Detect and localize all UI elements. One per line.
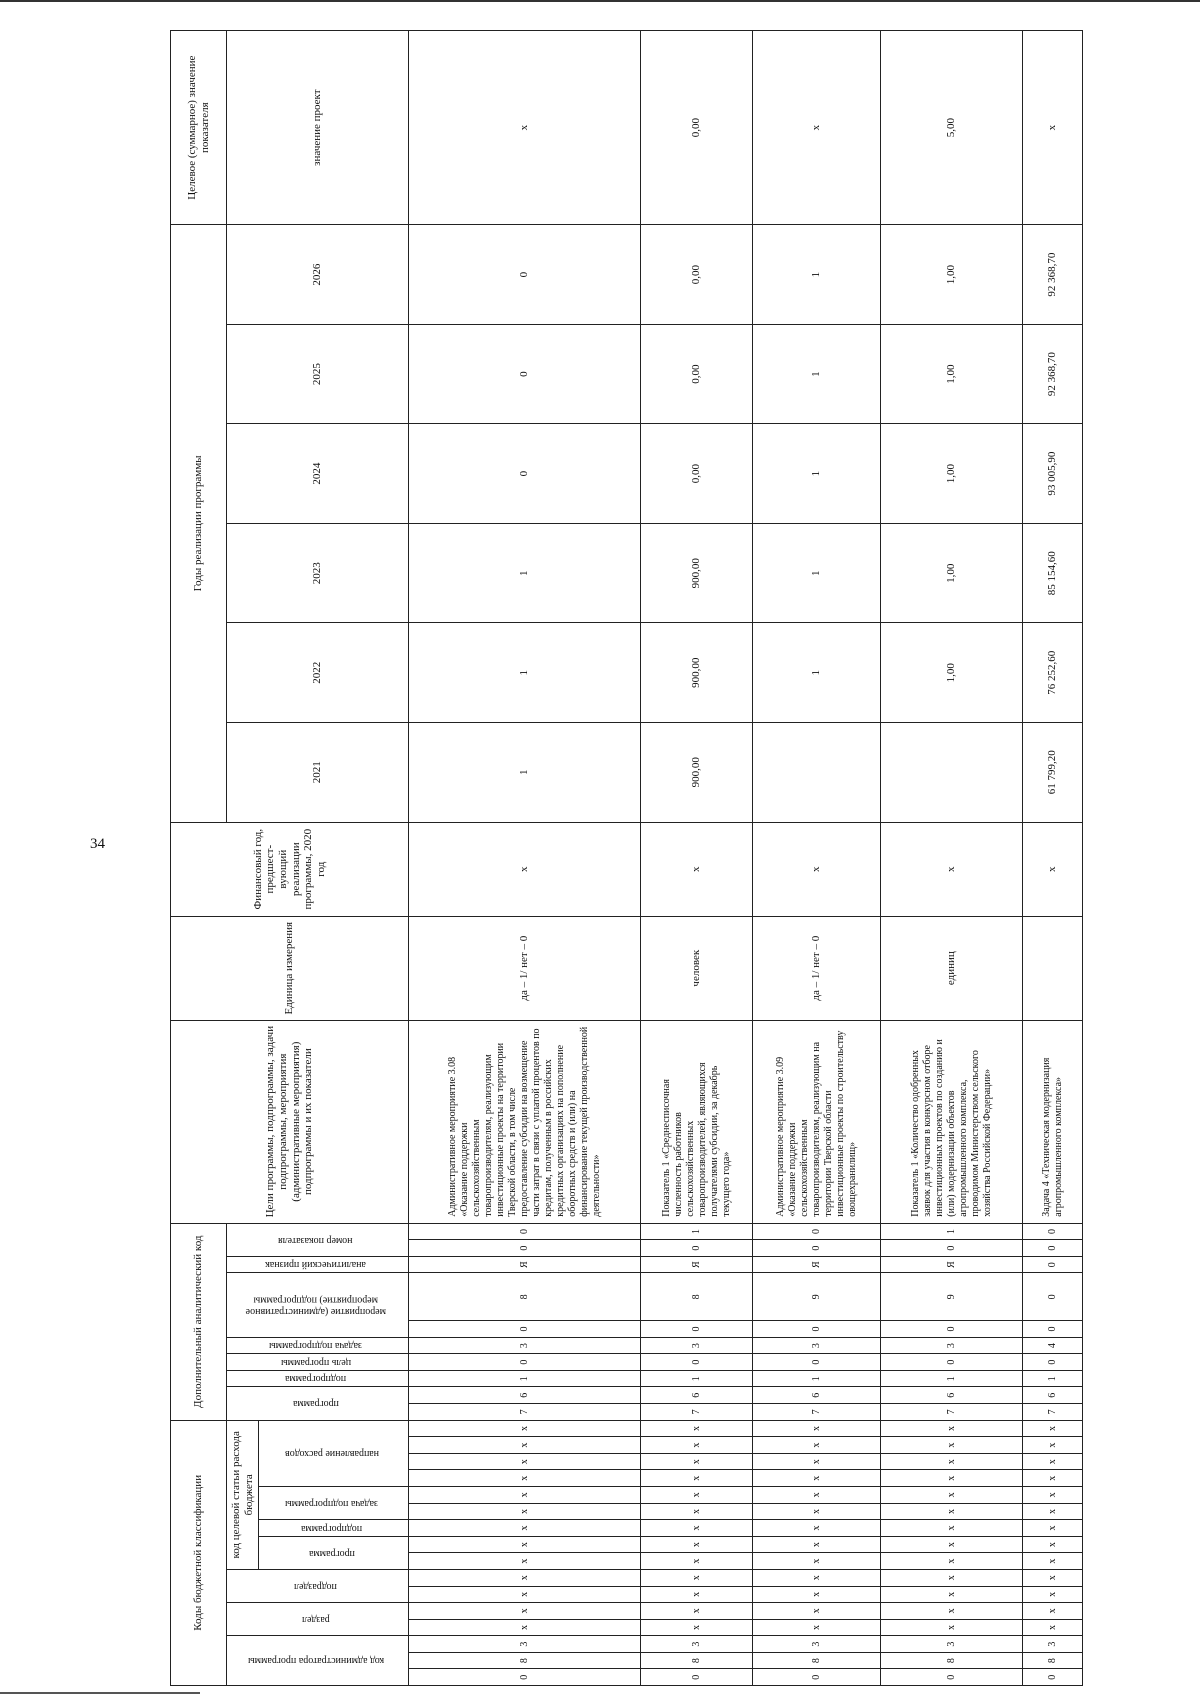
year-value: 76 252,60 [1023, 623, 1083, 723]
task-code-digit: 3 [881, 1337, 1023, 1354]
activity-code-digit: 8 [409, 1273, 641, 1321]
year-value: 900,00 [641, 623, 753, 723]
budget-code-cell: х [409, 1536, 641, 1553]
admin-code-digit: 3 [881, 1636, 1023, 1653]
budget-code-cell: х [409, 1453, 641, 1470]
budget-code-cell: х [753, 1503, 881, 1520]
analytic-sign: Я [409, 1256, 641, 1273]
goal-code-digit: 0 [641, 1354, 753, 1371]
budget-code-cell: х [409, 1487, 641, 1504]
budget-code-cell: х [1023, 1503, 1083, 1520]
year-value: 92 368,70 [1023, 225, 1083, 325]
budget-code-cell: х [1023, 1586, 1083, 1603]
indicator-number-digit: 0 [409, 1240, 641, 1257]
budget-code-cell: х [881, 1437, 1023, 1454]
activity-code-digit: 0 [1023, 1321, 1083, 1338]
program-code-digit: 7 [409, 1404, 641, 1421]
budget-code-cell: х [409, 1437, 641, 1454]
subprogram-code-digit: 1 [409, 1370, 641, 1387]
year-value: 0 [409, 225, 641, 325]
budget-code-cell: х [753, 1536, 881, 1553]
program-indicators-table [170, 30, 1083, 1686]
header-analytic: аналитический признак [227, 1256, 409, 1273]
indicator-number-digit: 0 [1023, 1240, 1083, 1257]
row-name: Показатель 1 «Количество одобренных заявок для участия в конкурсном отборе инвестиционных проектов по созданию и (или) модернизации объектов агропромышленного комплекса, проводимом Министерством сельского хозяйства Российской Федерации» [881, 1020, 1023, 1223]
year-value: 93 005,90 [1023, 424, 1083, 524]
task-code-digit: 3 [641, 1337, 753, 1354]
budget-code-cell: х [409, 1586, 641, 1603]
header-podrazdel: подраздел [227, 1569, 409, 1602]
budget-code-cell: х [881, 1453, 1023, 1470]
budget-code-cell: х [409, 1420, 641, 1437]
row-unit [1023, 916, 1083, 1020]
admin-code-digit: 8 [881, 1652, 1023, 1669]
analytic-sign: Я [753, 1256, 881, 1273]
budget-code-cell: х [1023, 1619, 1083, 1636]
budget-code-cell: х [1023, 1569, 1083, 1586]
header-target-value: значение проект [227, 31, 409, 225]
activity-code-digit: 9 [881, 1273, 1023, 1321]
admin-code-digit: 0 [881, 1669, 1023, 1686]
header-2026: 2026 [227, 225, 409, 325]
year-value: 1 [753, 424, 881, 524]
header-zadacha: задача подпрограммы [259, 1487, 409, 1520]
budget-code-cell: х [881, 1619, 1023, 1636]
row-name: Административное мероприятие 3.09 «Оказание поддержки сельскохозяйственным товаропроизводителям, реализующим на территории Тверской области инвестиционные проекты по строительству овощехранилищ» [753, 1020, 881, 1223]
row-unit: да – 1/ нет – 0 [409, 916, 641, 1020]
rotated-table-wrapper [170, 30, 1082, 1686]
budget-code-cell: х [1023, 1603, 1083, 1620]
header-nomer: номер показателя [227, 1223, 409, 1256]
activity-code-digit: 9 [753, 1273, 881, 1321]
activity-code-digit: 0 [753, 1321, 881, 1338]
header-meropriyatie: мероприятие (административное мероприятие) подпрограммы [227, 1273, 409, 1337]
budget-code-cell: х [753, 1619, 881, 1636]
analytic-sign: 0 [1023, 1256, 1083, 1273]
goal-code-digit: 0 [753, 1354, 881, 1371]
admin-code-digit: 3 [409, 1636, 641, 1653]
row-unit: человек [641, 916, 753, 1020]
year-value: 1,00 [881, 424, 1023, 524]
budget-code-cell: х [409, 1470, 641, 1487]
activity-code-digit: 0 [641, 1321, 753, 1338]
year-value: 1 [409, 523, 641, 623]
budget-code-cell: х [753, 1586, 881, 1603]
budget-code-cell: х [641, 1470, 753, 1487]
budget-code-cell: х [1023, 1553, 1083, 1570]
budget-code-cell: х [641, 1619, 753, 1636]
year-value: 1 [409, 623, 641, 723]
budget-code-cell: х [881, 1470, 1023, 1487]
budget-code-cell: х [641, 1453, 753, 1470]
budget-code-cell: х [881, 1553, 1023, 1570]
row-unit: да – 1/ нет – 0 [753, 916, 881, 1020]
header-target: Целевое (суммарное) значение показателя [171, 31, 227, 225]
budget-code-cell: х [1023, 1520, 1083, 1537]
activity-code-digit: 0 [881, 1321, 1023, 1338]
program-code-digit: 7 [881, 1404, 1023, 1421]
budget-code-cell: х [753, 1487, 881, 1504]
year-value: 0 [409, 324, 641, 424]
budget-code-cell: х [881, 1586, 1023, 1603]
header-admin-code: код администратора программы [227, 1636, 409, 1686]
year-value: 1,00 [881, 623, 1023, 723]
row-fin-year: х [641, 822, 753, 916]
admin-code-digit: 3 [1023, 1636, 1083, 1653]
budget-code-cell: х [641, 1487, 753, 1504]
subprogram-code-digit: 1 [881, 1370, 1023, 1387]
row-target: х [1023, 31, 1083, 225]
goal-code-digit: 0 [881, 1354, 1023, 1371]
indicator-number-digit: 0 [409, 1223, 641, 1240]
year-value: 1 [409, 722, 641, 822]
budget-code-cell: х [1023, 1470, 1083, 1487]
budget-code-cell: х [753, 1453, 881, 1470]
admin-code-digit: 3 [641, 1636, 753, 1653]
header-fin-year: Финансовый год, предшест-вующий реализации программы, 2020 год [171, 822, 409, 916]
header-napravlenie: направление расходов [259, 1420, 409, 1486]
header-dop-programma: программа [227, 1387, 409, 1420]
task-code-digit: 4 [1023, 1337, 1083, 1354]
budget-code-cell: х [753, 1437, 881, 1454]
budget-code-cell: х [753, 1520, 881, 1537]
bottom-border-line [0, 1692, 200, 1694]
activity-code-digit: 8 [641, 1273, 753, 1321]
table-row [409, 31, 641, 1686]
header-target-article: код целевой статьи расхода бюджета [227, 1420, 259, 1569]
header-extra-code: Дополнительный аналитический код [171, 1223, 227, 1420]
budget-code-cell: х [409, 1503, 641, 1520]
indicator-number-digit: 0 [1023, 1223, 1083, 1240]
header-goals: Цели программы, подпрограммы, задачи подпрограммы, мероприятия (административные мероприятия) подпрограммы и их показатели [171, 1020, 409, 1223]
year-value: 1 [753, 324, 881, 424]
header-dop-podprogramma: подпрограмма [227, 1370, 409, 1387]
admin-code-digit: 3 [753, 1636, 881, 1653]
budget-code-cell: х [881, 1420, 1023, 1437]
row-fin-year: х [1023, 822, 1083, 916]
row-name: Задача 4 «Техническая модернизация агропромышленного комплекса» [1023, 1020, 1083, 1223]
program-code-digit: 6 [881, 1387, 1023, 1404]
budget-code-cell: х [409, 1569, 641, 1586]
budget-code-cell: х [1023, 1453, 1083, 1470]
table-row [753, 31, 881, 1686]
budget-code-cell: х [753, 1470, 881, 1487]
budget-code-cell: х [753, 1420, 881, 1437]
budget-code-cell: х [641, 1420, 753, 1437]
header-years: Годы реализации программы [171, 225, 227, 822]
budget-code-cell: х [641, 1586, 753, 1603]
table-row [641, 31, 753, 1686]
budget-code-cell: х [881, 1569, 1023, 1586]
admin-code-digit: 0 [409, 1669, 641, 1686]
year-value: 0 [409, 424, 641, 524]
year-value: 0,00 [641, 424, 753, 524]
admin-code-digit: 8 [753, 1652, 881, 1669]
budget-code-cell: х [1023, 1487, 1083, 1504]
budget-code-cell: х [1023, 1420, 1083, 1437]
budget-code-cell: х [881, 1487, 1023, 1504]
year-value: 61 799,20 [1023, 722, 1083, 822]
admin-code-digit: 8 [641, 1652, 753, 1669]
indicator-number-digit: 0 [641, 1240, 753, 1257]
admin-code-digit: 0 [753, 1669, 881, 1686]
row-unit: единиц [881, 916, 1023, 1020]
table-body [409, 31, 1083, 1686]
year-value: 1,00 [881, 225, 1023, 325]
budget-code-cell: х [409, 1603, 641, 1620]
budget-code-cell: х [753, 1569, 881, 1586]
task-code-digit: 3 [753, 1337, 881, 1354]
header-budget-codes: Коды бюджетной классификации [171, 1420, 227, 1685]
row-target: 0,00 [641, 31, 753, 225]
program-code-digit: 6 [641, 1387, 753, 1404]
year-value: 1,00 [881, 523, 1023, 623]
activity-code-digit: 0 [409, 1321, 641, 1338]
budget-code-cell: х [881, 1603, 1023, 1620]
indicator-number-digit: 1 [881, 1223, 1023, 1240]
analytic-sign: Я [641, 1256, 753, 1273]
year-value [881, 722, 1023, 822]
budget-code-cell: х [641, 1520, 753, 1537]
subprogram-code-digit: 1 [641, 1370, 753, 1387]
analytic-sign: Я [881, 1256, 1023, 1273]
program-code-digit: 6 [1023, 1387, 1083, 1404]
program-code-digit: 6 [753, 1387, 881, 1404]
header-dop-zadacha: задача подпрограммы [227, 1337, 409, 1354]
year-value: 1 [753, 225, 881, 325]
header-programma: программа [259, 1536, 409, 1569]
budget-code-cell: х [641, 1603, 753, 1620]
subprogram-code-digit: 1 [1023, 1370, 1083, 1387]
row-name: Административное мероприятие 3.08 «Оказание поддержки сельскохозяйственным товаропроизводителям, реализующим инвестиционные проекты на территории Тверской области, в том числе предоставление субсидии на возмещение части затрат в связи с уплатой процентов по кредитам, полученным в российских кредитных организациях на пополнение оборотных средств и (или) на финансирование текущей производственной деятельности» [409, 1020, 641, 1223]
table-row [881, 31, 1023, 1686]
header-2024: 2024 [227, 424, 409, 524]
year-value: 900,00 [641, 523, 753, 623]
indicator-number-digit: 1 [641, 1223, 753, 1240]
row-target: х [409, 31, 641, 225]
header-2025: 2025 [227, 324, 409, 424]
budget-code-cell: х [409, 1520, 641, 1537]
budget-code-cell: х [881, 1536, 1023, 1553]
year-value: 85 154,60 [1023, 523, 1083, 623]
header-2023: 2023 [227, 523, 409, 623]
admin-code-digit: 0 [641, 1669, 753, 1686]
goal-code-digit: 0 [1023, 1354, 1083, 1371]
year-value: 900,00 [641, 722, 753, 822]
row-fin-year: х [881, 822, 1023, 916]
program-code-digit: 7 [1023, 1404, 1083, 1421]
admin-code-digit: 8 [1023, 1652, 1083, 1669]
budget-code-cell: х [641, 1503, 753, 1520]
budget-code-cell: х [1023, 1437, 1083, 1454]
header-razdel: раздел [227, 1603, 409, 1636]
year-value: 92 368,70 [1023, 324, 1083, 424]
table-row [1023, 31, 1083, 1686]
subprogram-code-digit: 1 [753, 1370, 881, 1387]
activity-code-digit: 0 [1023, 1273, 1083, 1321]
row-fin-year: х [409, 822, 641, 916]
header-cel: цель программы [227, 1354, 409, 1371]
budget-code-cell: х [1023, 1536, 1083, 1553]
admin-code-digit: 0 [1023, 1669, 1083, 1686]
indicator-number-digit: 0 [753, 1223, 881, 1240]
header-2022: 2022 [227, 623, 409, 723]
task-code-digit: 3 [409, 1337, 641, 1354]
budget-code-cell: х [641, 1553, 753, 1570]
year-value [753, 722, 881, 822]
year-value: 1,00 [881, 324, 1023, 424]
row-name: Показатель 1 «Среднесписочная численность работников сельскохозяйственных товаропроизводителей, являющихся получателями субсидии, за декабрь текущего года» [641, 1020, 753, 1223]
program-code-digit: 7 [641, 1404, 753, 1421]
header-podprogramma: подпрограмма [259, 1520, 409, 1537]
budget-code-cell: х [753, 1553, 881, 1570]
indicator-number-digit: 0 [753, 1240, 881, 1257]
indicator-number-digit: 0 [881, 1240, 1023, 1257]
year-value: 1 [753, 523, 881, 623]
budget-code-cell: х [881, 1520, 1023, 1537]
header-unit: Единица измерения [171, 916, 409, 1020]
year-value: 1 [753, 623, 881, 723]
page-number: 34 [90, 836, 105, 852]
header-2021: 2021 [227, 722, 409, 822]
goal-code-digit: 0 [409, 1354, 641, 1371]
admin-code-digit: 8 [409, 1652, 641, 1669]
row-target: х [753, 31, 881, 225]
top-border-line [0, 0, 1200, 2]
row-fin-year: х [753, 822, 881, 916]
budget-code-cell: х [409, 1619, 641, 1636]
year-value: 0,00 [641, 225, 753, 325]
budget-code-cell: х [641, 1437, 753, 1454]
program-code-digit: 6 [409, 1387, 641, 1404]
budget-code-cell: х [409, 1553, 641, 1570]
budget-code-cell: х [881, 1503, 1023, 1520]
year-value: 0,00 [641, 324, 753, 424]
row-target: 5,00 [881, 31, 1023, 225]
program-code-digit: 7 [753, 1404, 881, 1421]
budget-code-cell: х [641, 1569, 753, 1586]
budget-code-cell: х [753, 1603, 881, 1620]
budget-code-cell: х [641, 1536, 753, 1553]
